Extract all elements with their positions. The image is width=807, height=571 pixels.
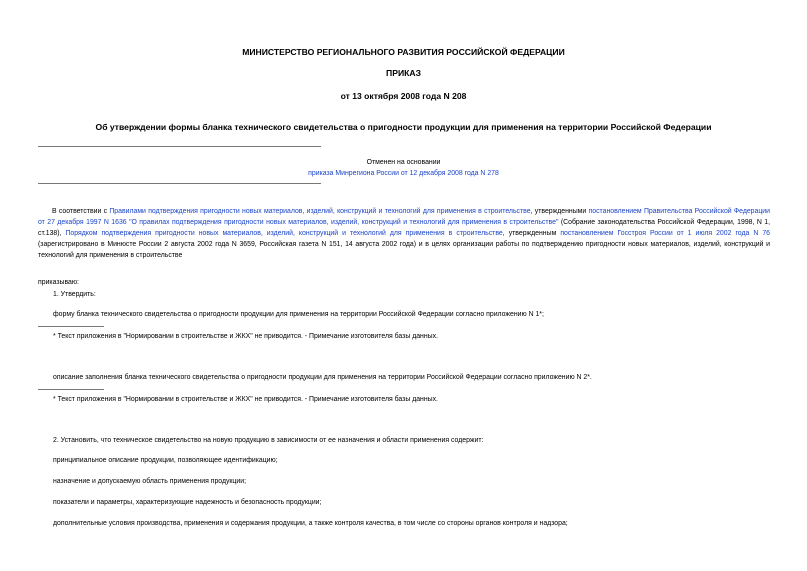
- item-2: 2. Установить, что техническое свидетельство на новую продукцию в зависимости от ее назначения и области применения содержит:: [53, 437, 484, 444]
- footnote-rule: [38, 326, 104, 327]
- link-rules[interactable]: Правилами подтверждения пригодности новых материалов, изделий, конструкций и технологий для применения в строительстве: [109, 208, 531, 215]
- footnote-1: * Текст приложения в "Нормировании в строительстве и ЖКХ" не приводится. - Примечание изготовителя базы данных.: [53, 333, 438, 340]
- intro-text: В соответствии с: [52, 208, 110, 215]
- intro-text: , утвержденным: [502, 229, 561, 237]
- link-gosstroy-resolution[interactable]: постановлением Госстроя России от 1 июля 2002 года N 76: [560, 229, 771, 237]
- ministry-heading: МИНИСТЕРСТВО РЕГИОНАЛЬНОГО РАЗВИТИЯ РОССИЙСКОЙ ФЕДЕРАЦИИ: [242, 47, 565, 57]
- annulment-link[interactable]: приказа Минрегиона России от 12 декабря 2008 года N 278: [308, 170, 499, 177]
- intro-text: (зарегистрировано в Минюсте России 2 августа 2002 года N 3659, Российская газета N 151, 14 августа 2002 года) и в целях организации работы по подтверждению пригодности новых материалов, изделий, конструкций и технологий для применения в строительстве: [38, 240, 770, 259]
- list-item: показатели и параметры, характеризующие надежность и безопасность продукции;: [53, 499, 322, 506]
- document-title: Об утверждении формы бланка технического свидетельства о пригодности продукции для применения на территории Российской Федерации: [95, 122, 712, 132]
- list-item: назначение и допускаемую область применения продукции;: [53, 478, 246, 485]
- prikazyvayu-text: приказываю:: [38, 279, 79, 286]
- list-item: принципиальное описание продукции, позволяющее идентификацию;: [53, 457, 278, 464]
- divider-bottom: [38, 183, 321, 184]
- intro-paragraph: [38, 207, 770, 262]
- list-item: дополнительные условия производства, применения и содержания продукции, а также контроля качества, в том числе со стороны органов контроля и надзора;: [53, 520, 568, 527]
- link-procedure[interactable]: Порядком подтверждения пригодности новых материалов, изделий, конструкций и технологий для применения в строительстве: [65, 229, 503, 237]
- divider-top: [38, 146, 321, 147]
- date-number-heading: от 13 октября 2008 года N 208: [340, 91, 467, 101]
- form-approval-line: форму бланка технического свидетельства о пригодности продукции для применения на территории Российской Федерации согласно приложению N 1*;: [53, 311, 544, 318]
- intro-text: , утвержденными: [530, 208, 589, 215]
- document-type-heading: ПРИКАЗ: [386, 68, 421, 78]
- footnote-rule: [38, 389, 104, 390]
- description-line: описание заполнения бланка технического свидетельства о пригодности продукции для применения на территории Российской Федерации согласно приложению N 2*.: [53, 374, 592, 381]
- intro-text: (Собрание законодательства Российской Федерации, 1998, N 1, ст.138),: [38, 218, 771, 237]
- annulment-note: Отменен на основании: [366, 159, 441, 166]
- footnote-2: * Текст приложения в "Нормировании в строительстве и ЖКХ" не приводится. - Примечание изготовителя базы данных.: [53, 396, 438, 403]
- item-1: 1. Утвердить:: [53, 291, 96, 298]
- link-government-resolution[interactable]: постановлением Правительства Российской Федерации от 27 декабря 1997 N 1636 "О правилах подтверждения пригодности новых материалов, изделий, конструкций и технологий для применения в строительстве": [38, 208, 770, 226]
